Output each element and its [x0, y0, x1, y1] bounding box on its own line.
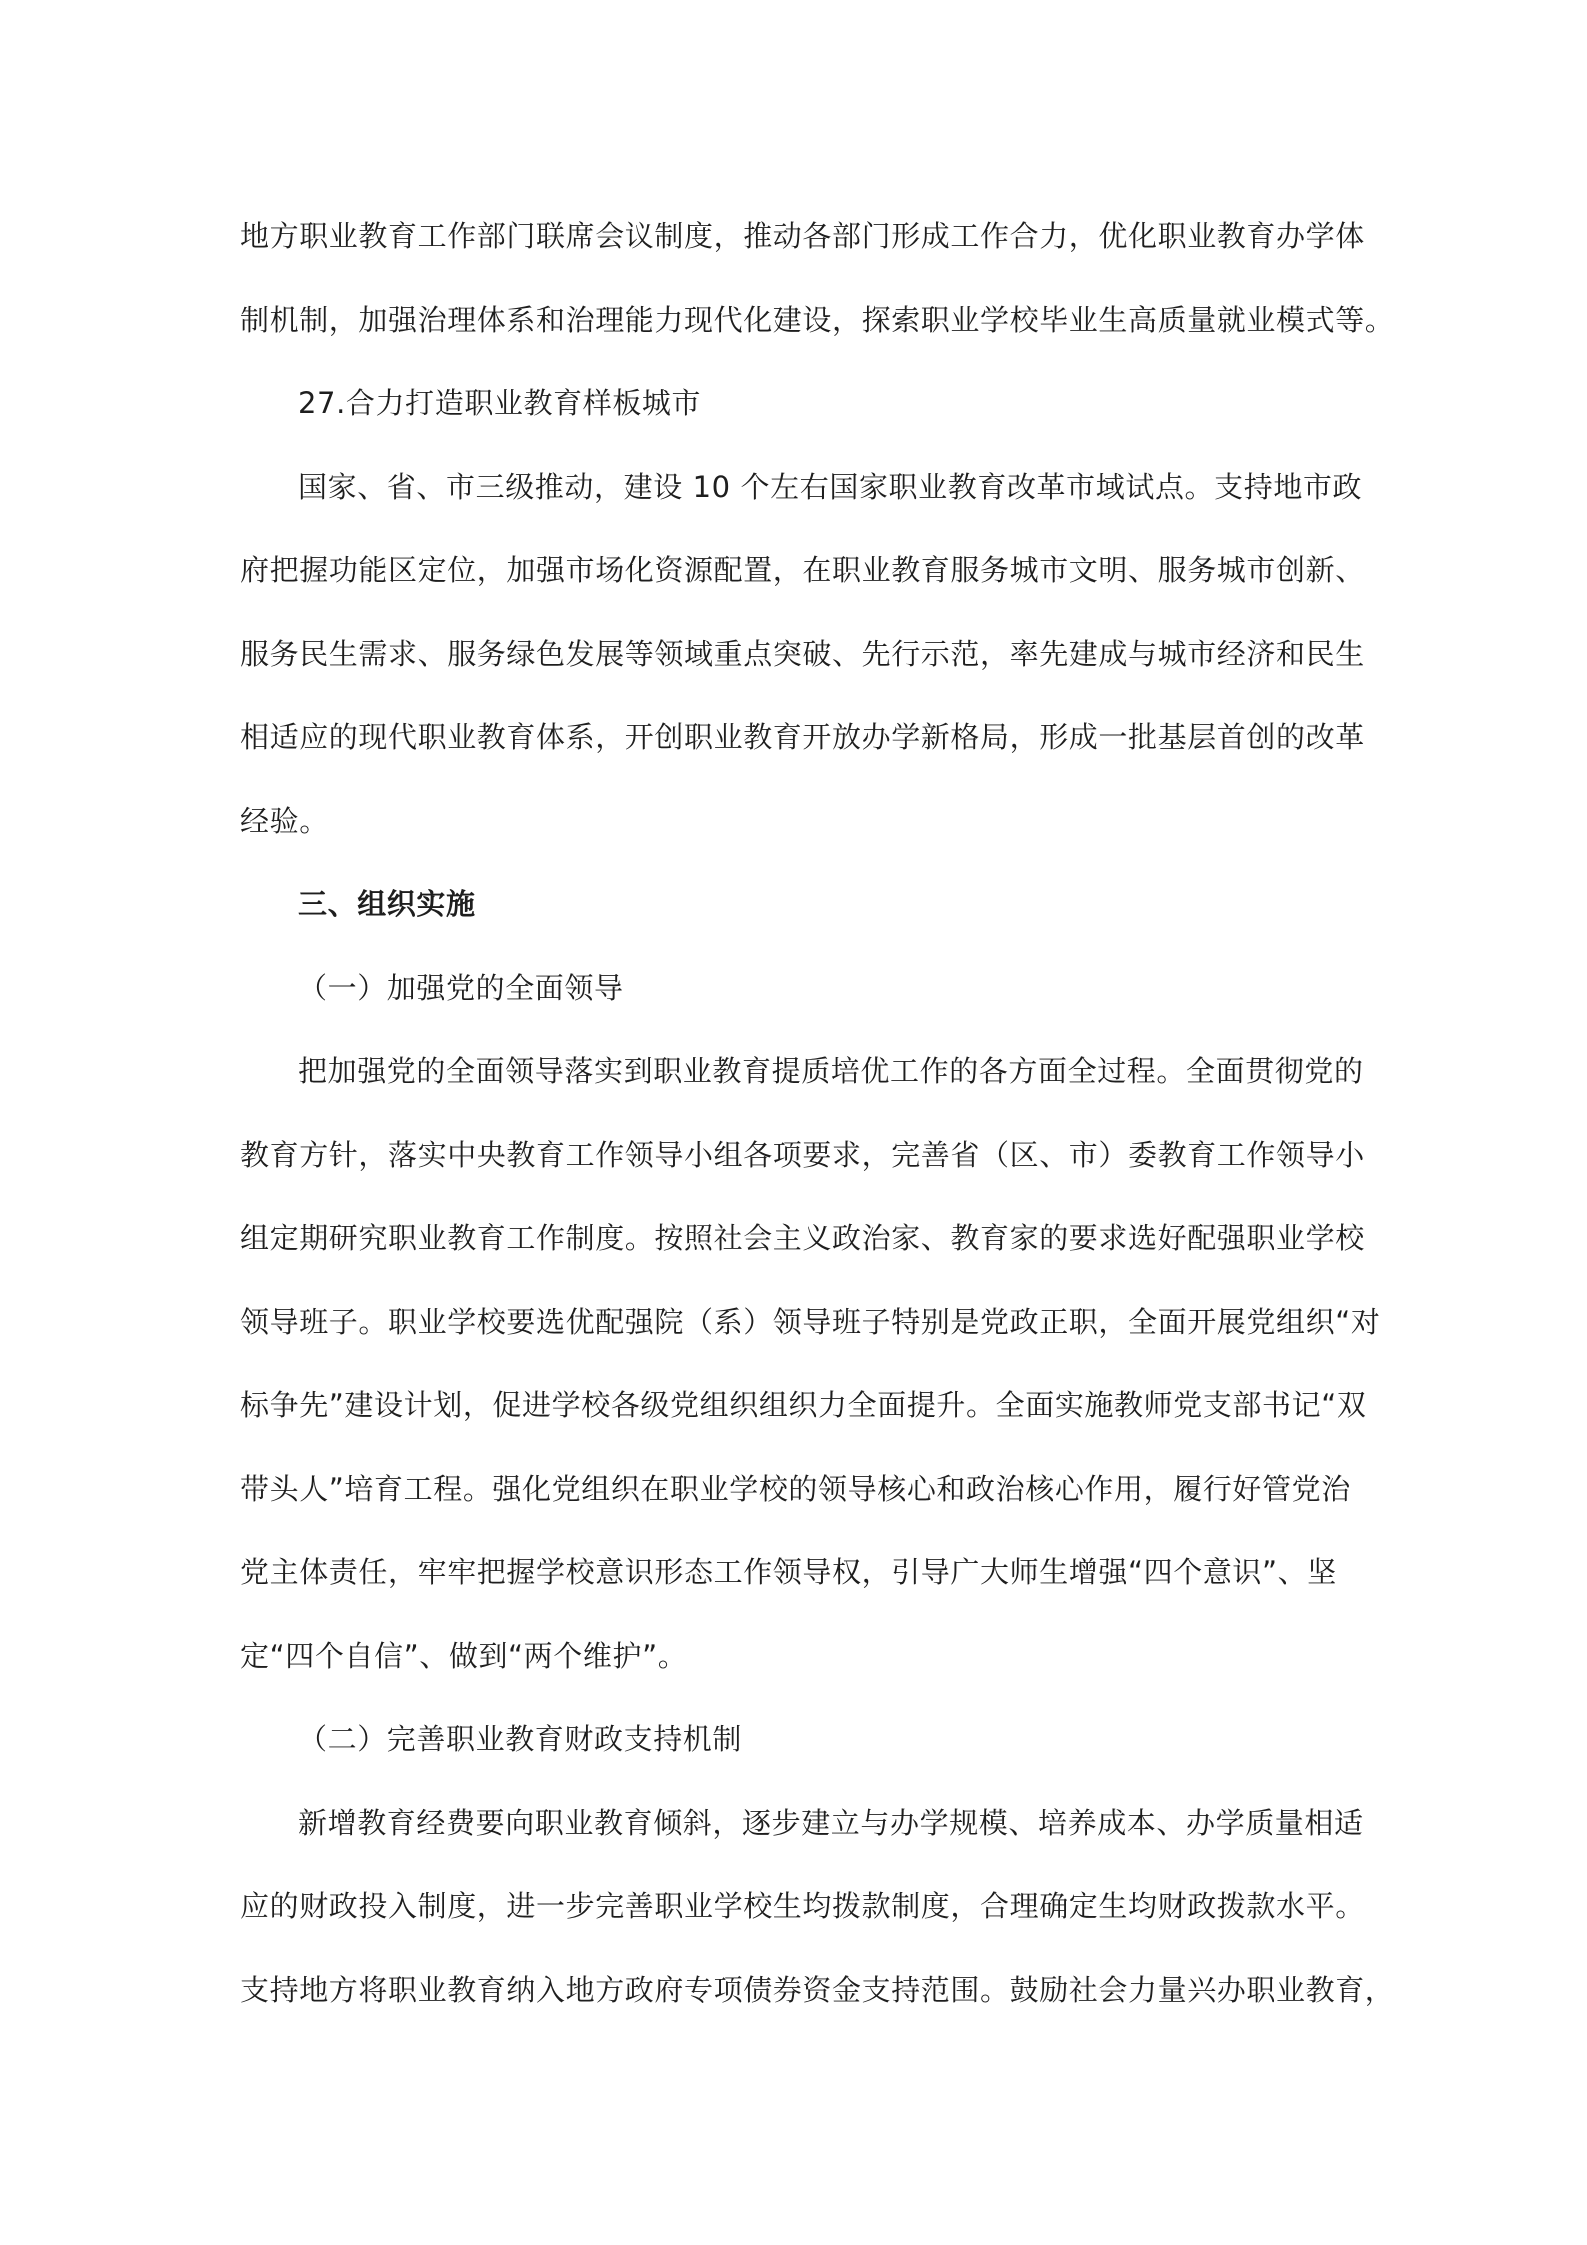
paragraph-line: 服务民生需求、服务绿色发展等领域重点突破、先行示范，率先建成与城市经济和民生 — [240, 637, 1365, 671]
subsection-heading: （一）加强党的全面领导 — [298, 971, 624, 1005]
paragraph-line: 府把握功能区定位，加强市场化资源配置，在职业教育服务城市文明、服务城市创新、 — [240, 553, 1365, 587]
paragraph-line: 经验。 — [240, 804, 329, 838]
paragraph-line: 领导班子。职业学校要选优配强院（系）领导班子特别是党政正职，全面开展党组织“对 — [240, 1305, 1381, 1339]
paragraph-line: 新增教育经费要向职业教育倾斜，逐步建立与办学规模、培养成本、办学质量相适 — [298, 1806, 1364, 1840]
paragraph-line: 标争先”建设计划，促进学校各级党组织组织力全面提升。全面实施教师党支部书记“双 — [240, 1388, 1367, 1422]
paragraph-line: 地方职业教育工作部门联席会议制度，推动各部门形成工作合力，优化职业教育办学体 — [240, 219, 1365, 253]
paragraph-line: 组定期研究职业教育工作制度。按照社会主义政治家、教育家的要求选好配强职业学校 — [240, 1221, 1365, 1255]
paragraph-line: 教育方针，落实中央教育工作领导小组各项要求，完善省（区、市）委教育工作领导小 — [240, 1138, 1365, 1172]
paragraph-line: 把加强党的全面领导落实到职业教育提质培优工作的各方面全过程。全面贯彻党的 — [298, 1054, 1364, 1088]
section-heading: 三、组织实施 — [298, 887, 476, 921]
subsection-heading: （二）完善职业教育财政支持机制 — [298, 1722, 743, 1756]
paragraph-line: 相适应的现代职业教育体系，开创职业教育开放办学新格局，形成一批基层首创的改革 — [240, 720, 1365, 754]
paragraph-line: 支持地方将职业教育纳入地方政府专项债券资金支持范围。鼓励社会力量兴办职业教育， — [240, 1973, 1395, 2007]
paragraph-line: 党主体责任，牢牢把握学校意识形态工作领导权，引导广大师生增强“四个意识”、坚 — [240, 1555, 1337, 1589]
item-title-27: 27.合力打造职业教育样板城市 — [298, 386, 702, 420]
paragraph-line: 制机制，加强治理体系和治理能力现代化建设，探索职业学校毕业生高质量就业模式等。 — [240, 303, 1395, 337]
paragraph-line: 国家、省、市三级推动，建设 10 个左右国家职业教育改革市域试点。支持地市政 — [298, 470, 1363, 504]
paragraph-line: 定“四个自信”、做到“两个维护”。 — [240, 1639, 688, 1673]
paragraph-line: 带头人”培育工程。强化党组织在职业学校的领导核心和政治核心作用，履行好管党治 — [240, 1472, 1351, 1506]
paragraph-line: 应的财政投入制度，进一步完善职业学校生均拨款制度，合理确定生均财政拨款水平。 — [240, 1889, 1365, 1923]
